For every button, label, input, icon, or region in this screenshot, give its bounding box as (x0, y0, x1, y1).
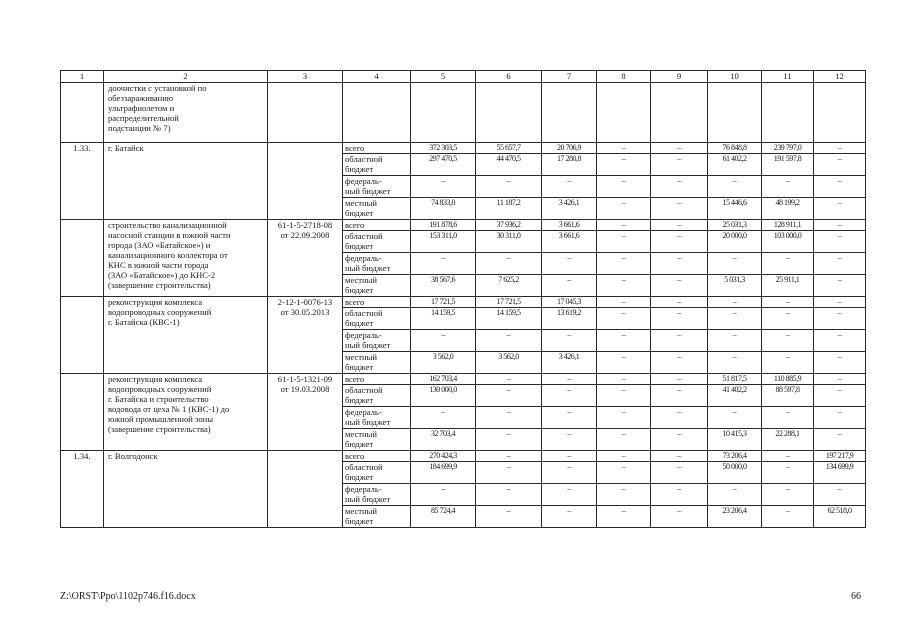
value-cell: – (762, 297, 814, 308)
column-number: 5 (411, 71, 476, 83)
value-cell: – (597, 231, 651, 253)
value-cell: 76 848,8 (708, 143, 762, 154)
object-name-line: канализационного коллектора от (108, 250, 228, 260)
funding-source-cell (343, 83, 411, 143)
column-number: 6 (476, 71, 542, 83)
value-cell: – (476, 506, 542, 528)
column-number: 10 (708, 71, 762, 83)
object-name-line: водопроводных сооружений (108, 307, 212, 317)
value-cell: – (651, 275, 708, 297)
value-cell: – (597, 275, 651, 297)
registration-cell (268, 297, 343, 374)
object-name-line: города (ЗАО «Батайское») и (108, 240, 211, 250)
column-number: 11 (762, 71, 814, 83)
value-cell: 3 562,0 (476, 352, 542, 374)
value-cell: – (651, 374, 708, 385)
value-cell: – (597, 451, 651, 462)
column-number: 12 (814, 71, 866, 83)
column-number: 7 (542, 71, 597, 83)
value-cell: 130 000,0 (411, 385, 476, 407)
value-cell: – (708, 176, 762, 198)
value-cell: – (708, 297, 762, 308)
value-cell: 153 311,0 (411, 231, 476, 253)
value-cell: – (814, 429, 866, 451)
value-cell: – (411, 407, 476, 429)
header-row (61, 71, 866, 83)
value-cell: 23 206,4 (708, 506, 762, 528)
value-cell: – (708, 407, 762, 429)
value-cell: – (762, 451, 814, 462)
value-cell: – (651, 330, 708, 352)
document-file-path: Z:\ORST\Ppo\1102p746.f16.docx (60, 591, 196, 602)
value-cell: 191 878,6 (411, 220, 476, 231)
value-cell: – (542, 330, 597, 352)
value-cell: – (597, 198, 651, 220)
value-cell: – (597, 330, 651, 352)
value-cell: – (708, 330, 762, 352)
value-cell: 13 619,2 (542, 308, 597, 330)
value-cell: – (651, 462, 708, 484)
value-cell: 5 031,3 (708, 275, 762, 297)
value-cell: – (597, 429, 651, 451)
registration-cell (268, 374, 343, 451)
funding-source-cell (343, 451, 411, 462)
funding-source-cell (343, 308, 411, 330)
value-cell: – (476, 462, 542, 484)
object-name-line: КНС в южной части города (108, 260, 209, 270)
value-cell: – (651, 506, 708, 528)
value-cell: – (542, 451, 597, 462)
value-cell: 25 031,3 (708, 220, 762, 231)
value-cell: – (651, 308, 708, 330)
value-cell: – (597, 484, 651, 506)
value-cell: 162 703,4 (411, 374, 476, 385)
value-cell: – (651, 176, 708, 198)
value-cell: – (411, 253, 476, 275)
registration-cell (268, 220, 343, 297)
funding-source-cell (343, 462, 411, 484)
registration-line: от 22.09.2008 (280, 230, 330, 240)
value-cell: – (708, 253, 762, 275)
funding-source-line: ный бюджет (345, 263, 391, 273)
value-cell: 37 936,2 (476, 220, 542, 231)
value-cell: – (597, 506, 651, 528)
value-cell: 50 000,0 (708, 462, 762, 484)
registration-cell (268, 143, 343, 220)
funding-source-cell (343, 176, 411, 198)
value-cell: – (651, 198, 708, 220)
funding-source-line: федераль- (345, 253, 382, 263)
funding-source-line: всего (345, 374, 365, 384)
value-cell: – (651, 297, 708, 308)
value-cell: 3 426,1 (542, 198, 597, 220)
value-cell: – (762, 462, 814, 484)
value-cell: – (597, 176, 651, 198)
value-cell: – (814, 143, 866, 154)
value-cell: 20 706,9 (542, 143, 597, 154)
funding-source-line: федераль- (345, 330, 382, 340)
value-cell: – (814, 154, 866, 176)
value-cell: – (762, 407, 814, 429)
value-cell: 3 661,6 (542, 220, 597, 231)
value-cell (708, 83, 762, 143)
value-cell: – (597, 143, 651, 154)
object-name-line: насосной станции в южной части (108, 230, 231, 240)
value-cell: – (814, 308, 866, 330)
value-cell: 51 817,5 (708, 374, 762, 385)
value-cell: 128 911,1 (762, 220, 814, 231)
value-cell: 15 446,6 (708, 198, 762, 220)
value-cell: – (597, 220, 651, 231)
value-cell: – (411, 484, 476, 506)
value-cell: – (762, 484, 814, 506)
funding-source-line: бюджет (345, 164, 374, 174)
item-number-cell (61, 297, 104, 374)
object-name-line: (завершение строительства) (108, 424, 211, 434)
value-cell: – (814, 374, 866, 385)
value-cell: – (476, 330, 542, 352)
object-name-line: г. Волгодонск (108, 451, 158, 461)
value-cell: 25 911,1 (762, 275, 814, 297)
funding-source-cell (343, 253, 411, 275)
item-number-cell: 1.33. (61, 143, 104, 220)
registration-line: от 19.03.2008 (280, 384, 330, 394)
value-cell: 30 311,0 (476, 231, 542, 253)
column-number: 2 (104, 71, 268, 83)
value-cell: – (651, 407, 708, 429)
value-cell: – (542, 385, 597, 407)
funding-source-cell (343, 297, 411, 308)
object-name-line: (завершение строительства) (108, 280, 211, 290)
value-cell: 7 625,2 (476, 275, 542, 297)
value-cell: 184 699,9 (411, 462, 476, 484)
value-cell: – (542, 429, 597, 451)
object-name-line: строительство канализационной (108, 220, 227, 230)
object-name-line: ультрафиолетом и (108, 103, 175, 113)
object-name-line: распределительной (108, 113, 179, 123)
funding-source-line: федераль- (345, 176, 382, 186)
column-number: 9 (651, 71, 708, 83)
value-cell (597, 83, 651, 143)
column-number: 8 (597, 71, 651, 83)
funding-source-line: всего (345, 451, 365, 461)
object-name-line: реконструкция комплекса (108, 374, 203, 384)
value-cell: – (762, 506, 814, 528)
value-cell: – (651, 451, 708, 462)
funding-source-line: бюджет (345, 285, 374, 295)
value-cell: – (597, 385, 651, 407)
value-cell (651, 83, 708, 143)
column-number: 1 (61, 71, 104, 83)
value-cell: 17 721,5 (411, 297, 476, 308)
value-cell: 48 199,2 (762, 198, 814, 220)
object-name-line: подстанции № 7) (108, 123, 171, 133)
value-cell: – (597, 297, 651, 308)
value-cell: – (651, 253, 708, 275)
value-cell: – (762, 176, 814, 198)
value-cell: – (814, 176, 866, 198)
funding-source-line: бюджет (345, 362, 374, 372)
value-cell: – (542, 374, 597, 385)
object-name-line: г. Батайска (КВС-1) (108, 317, 180, 327)
funding-source-line: бюджет (345, 318, 374, 328)
funding-source-cell (343, 374, 411, 385)
funding-source-line: ный бюджет (345, 494, 391, 504)
funding-source-line: бюджет (345, 439, 374, 449)
value-cell: – (597, 253, 651, 275)
value-cell: – (597, 374, 651, 385)
funding-source-cell (343, 330, 411, 352)
budget-table (60, 70, 866, 528)
funding-source-cell (343, 220, 411, 231)
registration-line: 61-1-5-2718-08 (277, 220, 333, 230)
table-row (61, 297, 866, 308)
registration-line: 2-12-1-0076-13 (277, 297, 333, 307)
funding-source-line: местный (345, 506, 378, 516)
funding-source-line: местный (345, 352, 378, 362)
value-cell: – (762, 352, 814, 374)
object-name-line: доочистки с установкой по (108, 83, 207, 93)
value-cell: 38 567,6 (411, 275, 476, 297)
funding-source-cell (343, 143, 411, 154)
value-cell: 103 000,0 (762, 231, 814, 253)
value-cell: 11 187,2 (476, 198, 542, 220)
funding-source-line: всего (345, 143, 365, 153)
funding-source-line: ный бюджет (345, 186, 391, 196)
registration-cell (268, 83, 343, 143)
value-cell: – (814, 484, 866, 506)
value-cell: 74 833,0 (411, 198, 476, 220)
column-number: 3 (268, 71, 343, 83)
value-cell: 197 217,9 (814, 451, 866, 462)
value-cell: – (651, 220, 708, 231)
value-cell (476, 83, 542, 143)
value-cell: – (708, 352, 762, 374)
value-cell: 297 470,5 (411, 154, 476, 176)
value-cell: – (597, 407, 651, 429)
value-cell (542, 83, 597, 143)
value-cell: 10 415,3 (708, 429, 762, 451)
value-cell (814, 83, 866, 143)
object-name-line: г. Батайска и строительство (108, 394, 209, 404)
funding-source-line: местный (345, 275, 378, 285)
funding-source-line: ный бюджет (345, 417, 391, 427)
value-cell: 14 159,5 (411, 308, 476, 330)
continuation-row (61, 83, 866, 143)
value-cell: 85 724,4 (411, 506, 476, 528)
value-cell: 134 699,9 (814, 462, 866, 484)
value-cell: – (651, 231, 708, 253)
registration-line: от 30.05.2013 (280, 307, 330, 317)
funding-source-cell (343, 407, 411, 429)
value-cell: 20 000,0 (708, 231, 762, 253)
value-cell: – (597, 154, 651, 176)
registration-line: 61-1-5-1321-09 (277, 374, 333, 384)
value-cell: 88 597,8 (762, 385, 814, 407)
funding-source-cell (343, 429, 411, 451)
funding-source-line: бюджет (345, 208, 374, 218)
value-cell: 270 424,3 (411, 451, 476, 462)
funding-source-line: бюджет (345, 395, 374, 405)
funding-source-cell (343, 154, 411, 176)
object-name-line: (ЗАО «Батайское») до КНС-2 (108, 270, 216, 280)
value-cell: – (542, 462, 597, 484)
object-name-cell (104, 451, 268, 528)
value-cell: 3 426,1 (542, 352, 597, 374)
value-cell: 44 470,5 (476, 154, 542, 176)
value-cell: 73 206,4 (708, 451, 762, 462)
value-cell: – (708, 484, 762, 506)
value-cell: – (651, 429, 708, 451)
value-cell: 239 797,0 (762, 143, 814, 154)
funding-source-line: федераль- (345, 407, 382, 417)
value-cell: – (476, 176, 542, 198)
value-cell: – (411, 176, 476, 198)
value-cell: – (651, 143, 708, 154)
value-cell: – (762, 330, 814, 352)
value-cell: – (814, 275, 866, 297)
value-cell: – (762, 253, 814, 275)
table-row (61, 143, 866, 154)
table-row (61, 374, 866, 385)
funding-source-cell (343, 198, 411, 220)
value-cell: – (814, 198, 866, 220)
value-cell: 32 703,4 (411, 429, 476, 451)
value-cell: – (597, 352, 651, 374)
value-cell: – (762, 308, 814, 330)
object-name-line: реконструкция комплекса (108, 297, 203, 307)
funding-source-cell (343, 352, 411, 374)
object-name-cell (104, 143, 268, 220)
object-name-cell (104, 83, 268, 143)
value-cell: – (476, 429, 542, 451)
value-cell: – (542, 484, 597, 506)
funding-source-line: федераль- (345, 484, 382, 494)
funding-source-line: областной (345, 462, 383, 472)
value-cell: – (542, 253, 597, 275)
item-number-cell (61, 83, 104, 143)
funding-source-line: областной (345, 385, 383, 395)
value-cell (411, 83, 476, 143)
value-cell: – (476, 385, 542, 407)
funding-source-line: областной (345, 231, 383, 241)
funding-source-line: областной (345, 308, 383, 318)
object-name-cell (104, 297, 268, 374)
item-number-cell (61, 220, 104, 297)
value-cell: – (814, 297, 866, 308)
funding-source-line: ный бюджет (345, 340, 391, 350)
value-cell: 14 159,5 (476, 308, 542, 330)
value-cell: – (651, 484, 708, 506)
value-cell: – (814, 352, 866, 374)
funding-source-line: всего (345, 297, 365, 307)
value-cell: – (814, 407, 866, 429)
value-cell: 55 657,7 (476, 143, 542, 154)
registration-cell (268, 451, 343, 528)
value-cell: 41 402,2 (708, 385, 762, 407)
value-cell: – (651, 154, 708, 176)
value-cell: 3 562,0 (411, 352, 476, 374)
value-cell: – (814, 231, 866, 253)
value-cell: – (708, 308, 762, 330)
object-name-line: южной промышленной зоны (108, 414, 214, 424)
value-cell: – (651, 385, 708, 407)
value-cell: – (542, 506, 597, 528)
value-cell: 372 303,5 (411, 143, 476, 154)
value-cell: – (814, 330, 866, 352)
value-cell: – (814, 220, 866, 231)
object-name-line: водовода от цеха № 1 (КВС-1) до (108, 404, 230, 414)
value-cell (762, 83, 814, 143)
value-cell: – (597, 462, 651, 484)
funding-source-line: бюджет (345, 472, 374, 482)
value-cell: 17 280,8 (542, 154, 597, 176)
value-cell: – (814, 253, 866, 275)
table-row (61, 220, 866, 231)
value-cell: 191 597,8 (762, 154, 814, 176)
funding-source-cell (343, 275, 411, 297)
value-cell: – (597, 308, 651, 330)
item-number-cell (61, 374, 104, 451)
funding-source-line: местный (345, 429, 378, 439)
item-number-cell: 1.34. (61, 451, 104, 528)
funding-source-cell (343, 484, 411, 506)
funding-source-cell (343, 506, 411, 528)
funding-source-line: бюджет (345, 516, 374, 526)
value-cell: – (476, 253, 542, 275)
object-name-line: г. Батайск (108, 143, 144, 153)
value-cell: – (814, 385, 866, 407)
value-cell: 3 661,6 (542, 231, 597, 253)
funding-source-line: всего (345, 220, 365, 230)
value-cell: – (476, 407, 542, 429)
page-number: 66 (851, 591, 861, 602)
object-name-cell (104, 374, 268, 451)
table-row (61, 451, 866, 462)
funding-source-cell (343, 231, 411, 253)
value-cell: – (542, 176, 597, 198)
funding-source-line: областной (345, 154, 383, 164)
value-cell: – (542, 275, 597, 297)
value-cell: – (651, 352, 708, 374)
value-cell: – (542, 407, 597, 429)
value-cell: 61 402,2 (708, 154, 762, 176)
value-cell: 22 288,1 (762, 429, 814, 451)
column-number: 4 (343, 71, 411, 83)
value-cell: – (411, 330, 476, 352)
funding-source-line: бюджет (345, 241, 374, 251)
object-name-line: водопроводных сооружений (108, 384, 212, 394)
value-cell: 62 518,0 (814, 506, 866, 528)
value-cell: – (476, 451, 542, 462)
value-cell: 110 885,9 (762, 374, 814, 385)
funding-source-line: местный (345, 198, 378, 208)
object-name-line: обеззараживанию (108, 93, 174, 103)
value-cell: – (476, 484, 542, 506)
value-cell: – (476, 374, 542, 385)
object-name-cell (104, 220, 268, 297)
value-cell: 17 045,3 (542, 297, 597, 308)
funding-source-cell (343, 385, 411, 407)
value-cell: 17 721,5 (476, 297, 542, 308)
